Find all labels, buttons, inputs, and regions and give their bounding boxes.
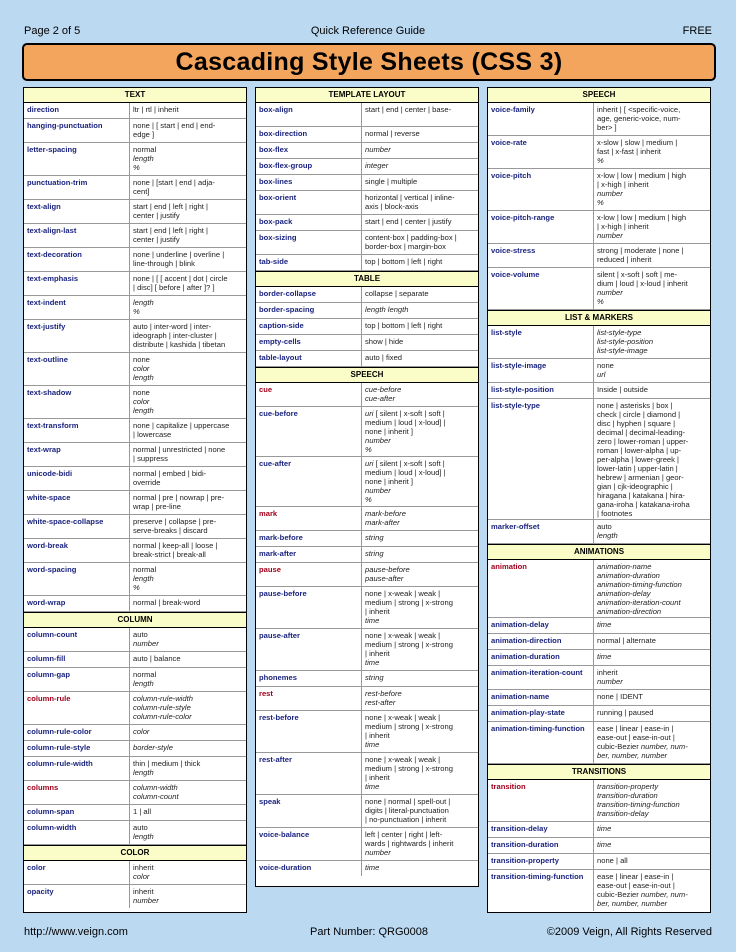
property-row [24,176,246,200]
property-name: punctuation-trim [24,176,130,199]
property-name: box-align [256,103,362,126]
property-values: cue-before cue-after [365,385,402,403]
property-values: border-style [133,743,173,752]
section-header: COLOR [24,845,246,861]
property-name: mark-after [256,547,362,562]
property-values: string [365,533,384,542]
property-row [488,520,710,544]
property-values: none | capitalize | uppercase | lowercase [133,421,230,439]
property-name: box-pack [256,215,362,230]
property-name: mark-before [256,531,362,546]
property-name: unicode-bidi [24,467,130,490]
property-name: rest-after [256,753,362,794]
property-row [24,539,246,563]
property-row [24,652,246,668]
property-row [488,690,710,706]
property-name: table-layout [256,351,362,366]
property-row [24,443,246,467]
property-name: pause-after [256,629,362,670]
property-row [256,795,478,828]
property-values: column-rule-width column-rule-style column-rule-color [133,694,193,721]
section-header: SPEECH [488,88,710,103]
property-name: cue [256,383,362,406]
property-row [24,272,246,296]
property-values: none | normal | spell-out | digits | literal-punctuation | no-punctuation | inherit [365,797,451,824]
property-row [24,467,246,491]
property-row [24,143,246,176]
property-values: auto number [133,630,159,648]
property-name: rest [256,687,362,710]
property-values: content-box | padding-box | border-box | margin-box [365,233,457,251]
property-row [488,383,710,399]
property-name: column-span [24,805,130,820]
property-row [24,419,246,443]
property-row [24,861,246,885]
property-name: box-flex [256,143,362,158]
property-row [488,780,710,822]
property-name: box-flex-group [256,159,362,174]
property-name: voice-family [488,103,594,135]
page-footer [24,926,712,940]
property-row [488,268,710,310]
property-row [24,248,246,272]
property-values: normal | pre | nowrap | pre- wrap | pre-line [133,493,225,511]
property-name: animation-play-state [488,706,594,721]
property-values: show | hide [365,337,404,346]
property-name: column-rule-width [24,757,130,780]
property-row [488,399,710,520]
property-row [488,211,710,244]
property-row [24,353,246,386]
column-3 [487,87,711,913]
property-values: 1 | all [133,807,152,816]
property-values: uri [ silent | x-soft | soft | medium | loud | x-loud] | none | inherit ] number % [365,459,446,504]
property-name: list-style-image [488,359,594,382]
property-values: auto length [597,522,618,540]
property-row [256,407,478,457]
property-values: top | bottom | left | right [365,257,443,266]
property-row [488,870,710,911]
property-values: none | x-weak | weak | medium | strong | x-strong | inherit time [365,631,453,667]
property-values: uri [ silent | x-soft | soft | medium | loud | x-loud] | none | inherit ] number % [365,409,446,454]
property-row [256,175,478,191]
property-row [24,386,246,419]
property-row [256,547,478,563]
property-row [24,491,246,515]
property-name: rest-before [256,711,362,752]
property-values: horizontal | vertical | inline- axis | block-axis [365,193,455,211]
property-name: animation-iteration-count [488,666,594,689]
column-2 [255,87,479,887]
property-name: word-wrap [24,596,130,611]
property-row [256,671,478,687]
property-values: ltr | rtl | inherit [133,105,179,114]
property-row [24,725,246,741]
property-name: column-count [24,628,130,651]
property-name: columns [24,781,130,804]
property-row [24,781,246,805]
property-name: text-wrap [24,443,130,466]
property-name: animation-delay [488,618,594,633]
property-values: x-slow | slow | medium | fast | x-fast | inherit % [597,138,678,165]
property-name: cue-after [256,457,362,506]
property-row [488,359,710,383]
property-row [24,119,246,143]
property-name: marker-offset [488,520,594,543]
property-values: none | all [597,856,628,865]
property-name: text-emphasis [24,272,130,295]
property-values: mark-before mark-after [365,509,406,527]
page-number: Page 2 of 5 [24,25,81,37]
property-name: voice-pitch-range [488,211,594,243]
property-row [256,303,478,319]
page-header [24,25,712,39]
property-row [256,507,478,531]
property-values: auto | fixed [365,353,403,362]
property-row [24,515,246,539]
property-values: auto | inter-word | inter- ideograph | inter-cluster | distribute | kashida | tibetan [133,322,226,349]
property-row [256,127,478,143]
property-values: normal | embed | bidi- override [133,469,207,487]
property-name: border-spacing [256,303,362,318]
property-row [256,351,478,367]
property-row [256,143,478,159]
property-name: empty-cells [256,335,362,350]
property-row [24,103,246,119]
property-name: column-fill [24,652,130,667]
property-values: none | underline | overline | line-through | blink [133,250,225,268]
property-name: voice-pitch [488,169,594,210]
property-name: word-spacing [24,563,130,595]
property-name: word-break [24,539,130,562]
property-name: column-rule [24,692,130,724]
property-row [24,563,246,596]
property-name: text-decoration [24,248,130,271]
property-row [488,326,710,359]
property-row [24,628,246,652]
property-name: pause-before [256,587,362,628]
property-row [256,531,478,547]
property-values: none color length [133,388,154,415]
property-values: left | center | right | left- wards | rightwards | inherit number [365,830,454,857]
section-header: TEXT [24,88,246,103]
property-row [256,563,478,587]
property-row [256,159,478,175]
property-values: normal | reverse [365,129,420,138]
property-name: text-indent [24,296,130,319]
property-values: start | end | center | base- [365,105,452,114]
property-name: box-direction [256,127,362,142]
section-header: ANIMATIONS [488,544,710,560]
property-name: box-lines [256,175,362,190]
section-header: LIST & MARKERS [488,310,710,326]
property-name: animation-name [488,690,594,705]
property-values: time [597,824,612,833]
property-values: integer [365,161,389,170]
property-values: string [365,549,384,558]
property-name: text-outline [24,353,130,385]
property-values: x-low | low | medium | high | x-high | inherit number % [597,171,687,207]
property-values: start | end | center | justify [365,217,452,226]
property-values: none | [ start | end | end- edge ] [133,121,216,139]
property-row [256,383,478,407]
property-values: running | paused [597,708,654,717]
property-values: top | bottom | left | right [365,321,443,330]
property-values: silent | x-soft | soft | me- dium | loud | x-loud | inherit number % [597,270,688,306]
property-values: string [365,673,384,682]
property-values: none url [597,361,614,379]
property-row [488,169,710,211]
property-name: white-space-collapse [24,515,130,538]
property-values: length % [133,298,154,316]
property-values: normal | unrestricted | none | suppress [133,445,226,463]
property-name: animation [488,560,594,617]
property-values: time [597,620,612,629]
property-values: none | x-weak | weak | medium | strong | x-strong | inherit time [365,713,453,749]
property-row [24,805,246,821]
property-values: normal length % [133,145,157,172]
property-name: opacity [24,885,130,908]
property-name: cue-before [256,407,362,456]
property-row [24,692,246,725]
property-name: speak [256,795,362,827]
property-values: transition-property transition-duration transition-timing-function transition-delay [597,782,680,818]
property-row [488,618,710,634]
property-values: time [597,652,612,661]
footer-url: http://www.veign.com [24,926,128,938]
property-values: normal | break-word [133,598,201,607]
property-name: text-align [24,200,130,223]
property-values: none | [ [ accent | dot | circle | disc] [ before | after ]? ] [133,274,228,292]
property-name: list-style-type [488,399,594,519]
property-values: none | asterisks | box | check | circle | diamond | disc | hyphen | square | decimal | decimal-leading- zero | lower-roman | upper- roman | lower-alpha | up- per-alpha | lower-greek | lower-latin | upper-latin | hebrew | armenian | geor- gian | cjk-ideographic | hiragana | katakana | hira- gana-iroha | katakana-iroha | footnotes [597,401,690,518]
property-row [256,191,478,215]
property-name: transition-duration [488,838,594,853]
property-row [488,244,710,268]
property-values: none | IDENT [597,692,643,701]
property-name: animation-timing-function [488,722,594,763]
property-row [24,821,246,845]
property-name: column-rule-color [24,725,130,740]
property-values: pause-before pause-after [365,565,410,583]
property-row [488,560,710,618]
property-name: voice-duration [256,861,362,876]
property-values: auto length [133,823,154,841]
property-row [256,629,478,671]
column-1 [23,87,247,913]
property-name: list-style-position [488,383,594,398]
property-row [488,706,710,722]
property-row [256,753,478,795]
property-row [256,828,478,861]
property-values: start | end | left | right | center | justify [133,226,208,244]
property-values: normal length [133,670,157,688]
section-header: COLUMN [24,612,246,628]
property-row [256,319,478,335]
property-values: list-style-type list-style-position list-style-image [597,328,654,355]
property-values: collapse | separate [365,289,429,298]
property-values: inherit | [ <specific-voice, age, generic-voice, num- ber> ] [597,105,681,132]
property-name: caption-side [256,319,362,334]
property-name: list-style [488,326,594,358]
property-name: pause [256,563,362,586]
property-name: phonemes [256,671,362,686]
property-row [256,711,478,753]
property-row [488,838,710,854]
property-row [488,854,710,870]
property-row [256,861,478,876]
property-name: transition [488,780,594,821]
property-name: text-shadow [24,386,130,418]
property-values: column-width column-count [133,783,179,801]
property-name: column-gap [24,668,130,691]
copyright: ©2009 Veign, All Rights Reserved [546,926,712,938]
property-name: transition-property [488,854,594,869]
property-name: voice-stress [488,244,594,267]
property-row [24,885,246,908]
property-row [24,757,246,781]
property-name: text-align-last [24,224,130,247]
property-values: normal | keep-all | loose | break-strict | break-all [133,541,218,559]
property-name: color [24,861,130,884]
property-row [24,296,246,320]
section-header: TEMPLATE LAYOUT [256,88,478,103]
part-number: Part Number: QRG0008 [310,926,428,938]
property-values: x-low | low | medium | high | x-high | inherit number [597,213,687,240]
property-values: none | [start | end | adja- cent] [133,178,215,196]
property-name: voice-volume [488,268,594,309]
property-values: none | x-weak | weak | medium | strong | x-strong | inherit time [365,589,453,625]
property-name: white-space [24,491,130,514]
property-row [488,634,710,650]
property-row [24,320,246,353]
property-row [24,668,246,692]
property-row [24,741,246,757]
property-values: number [365,145,391,154]
property-values: single | multiple [365,177,418,186]
property-row [256,103,478,127]
property-row [488,722,710,764]
property-values: start | end | left | right | center | justify [133,202,208,220]
property-row [24,200,246,224]
section-header: TABLE [256,271,478,287]
property-values: normal | alternate [597,636,656,645]
property-name: box-sizing [256,231,362,254]
property-values: none | x-weak | weak | medium | strong | x-strong | inherit time [365,755,453,791]
property-name: text-transform [24,419,130,442]
property-name: transition-timing-function [488,870,594,911]
property-values: time [365,863,380,872]
property-name: text-justify [24,320,130,352]
property-values: ease | linear | ease-in | ease-out | ease-in-out | cubic-Bezier number, num- ber, number, number [597,872,688,908]
guide-label: Quick Reference Guide [310,25,426,37]
property-row [24,596,246,612]
property-values: inherit number [597,668,623,686]
property-name: animation-direction [488,634,594,649]
property-values: time [597,840,612,849]
property-values: inherit number [133,887,159,905]
property-row [488,103,710,136]
property-row [256,287,478,303]
property-row [256,255,478,271]
property-row [488,666,710,690]
property-row [256,231,478,255]
property-name: column-width [24,821,130,844]
property-row [256,457,478,507]
property-row [488,136,710,169]
property-name: border-collapse [256,287,362,302]
property-row [488,650,710,666]
property-values: strong | moderate | none | reduced | inherit [597,246,684,264]
property-values: rest-before rest-after [365,689,402,707]
property-name: tab-side [256,255,362,270]
property-values: thin | medium | thick length [133,759,201,777]
property-values: preserve | collapse | pre- serve-breaks | discard [133,517,217,535]
property-row [488,822,710,838]
property-name: hanging-punctuation [24,119,130,142]
property-row [256,587,478,629]
property-row [256,687,478,711]
section-header: TRANSITIONS [488,764,710,780]
property-values: Inside | outside [597,385,648,394]
property-name: voice-rate [488,136,594,168]
property-values: animation-name animation-duration animation-timing-function animation-delay animation-iteration-count animation-direction [597,562,682,616]
property-row [256,215,478,231]
property-values: color [133,727,150,736]
property-values: ease | linear | ease-in | ease-out | ease-in-out | cubic-Bezier number, num- ber, number, number [597,724,688,760]
property-name: letter-spacing [24,143,130,175]
property-name: direction [24,103,130,118]
property-values: auto | balance [133,654,181,663]
property-row [256,335,478,351]
property-name: voice-balance [256,828,362,860]
property-values: none color length [133,355,154,382]
property-row [24,224,246,248]
property-values: normal length % [133,565,157,592]
price-label: FREE [682,25,712,37]
property-values: inherit color [133,863,154,881]
property-name: mark [256,507,362,530]
property-values: length length [365,305,409,314]
page-title: Cascading Style Sheets (CSS 3) [22,43,716,81]
section-header: SPEECH [256,367,478,383]
property-name: column-rule-style [24,741,130,756]
property-name: box-orient [256,191,362,214]
property-name: transition-delay [488,822,594,837]
property-name: animation-duration [488,650,594,665]
